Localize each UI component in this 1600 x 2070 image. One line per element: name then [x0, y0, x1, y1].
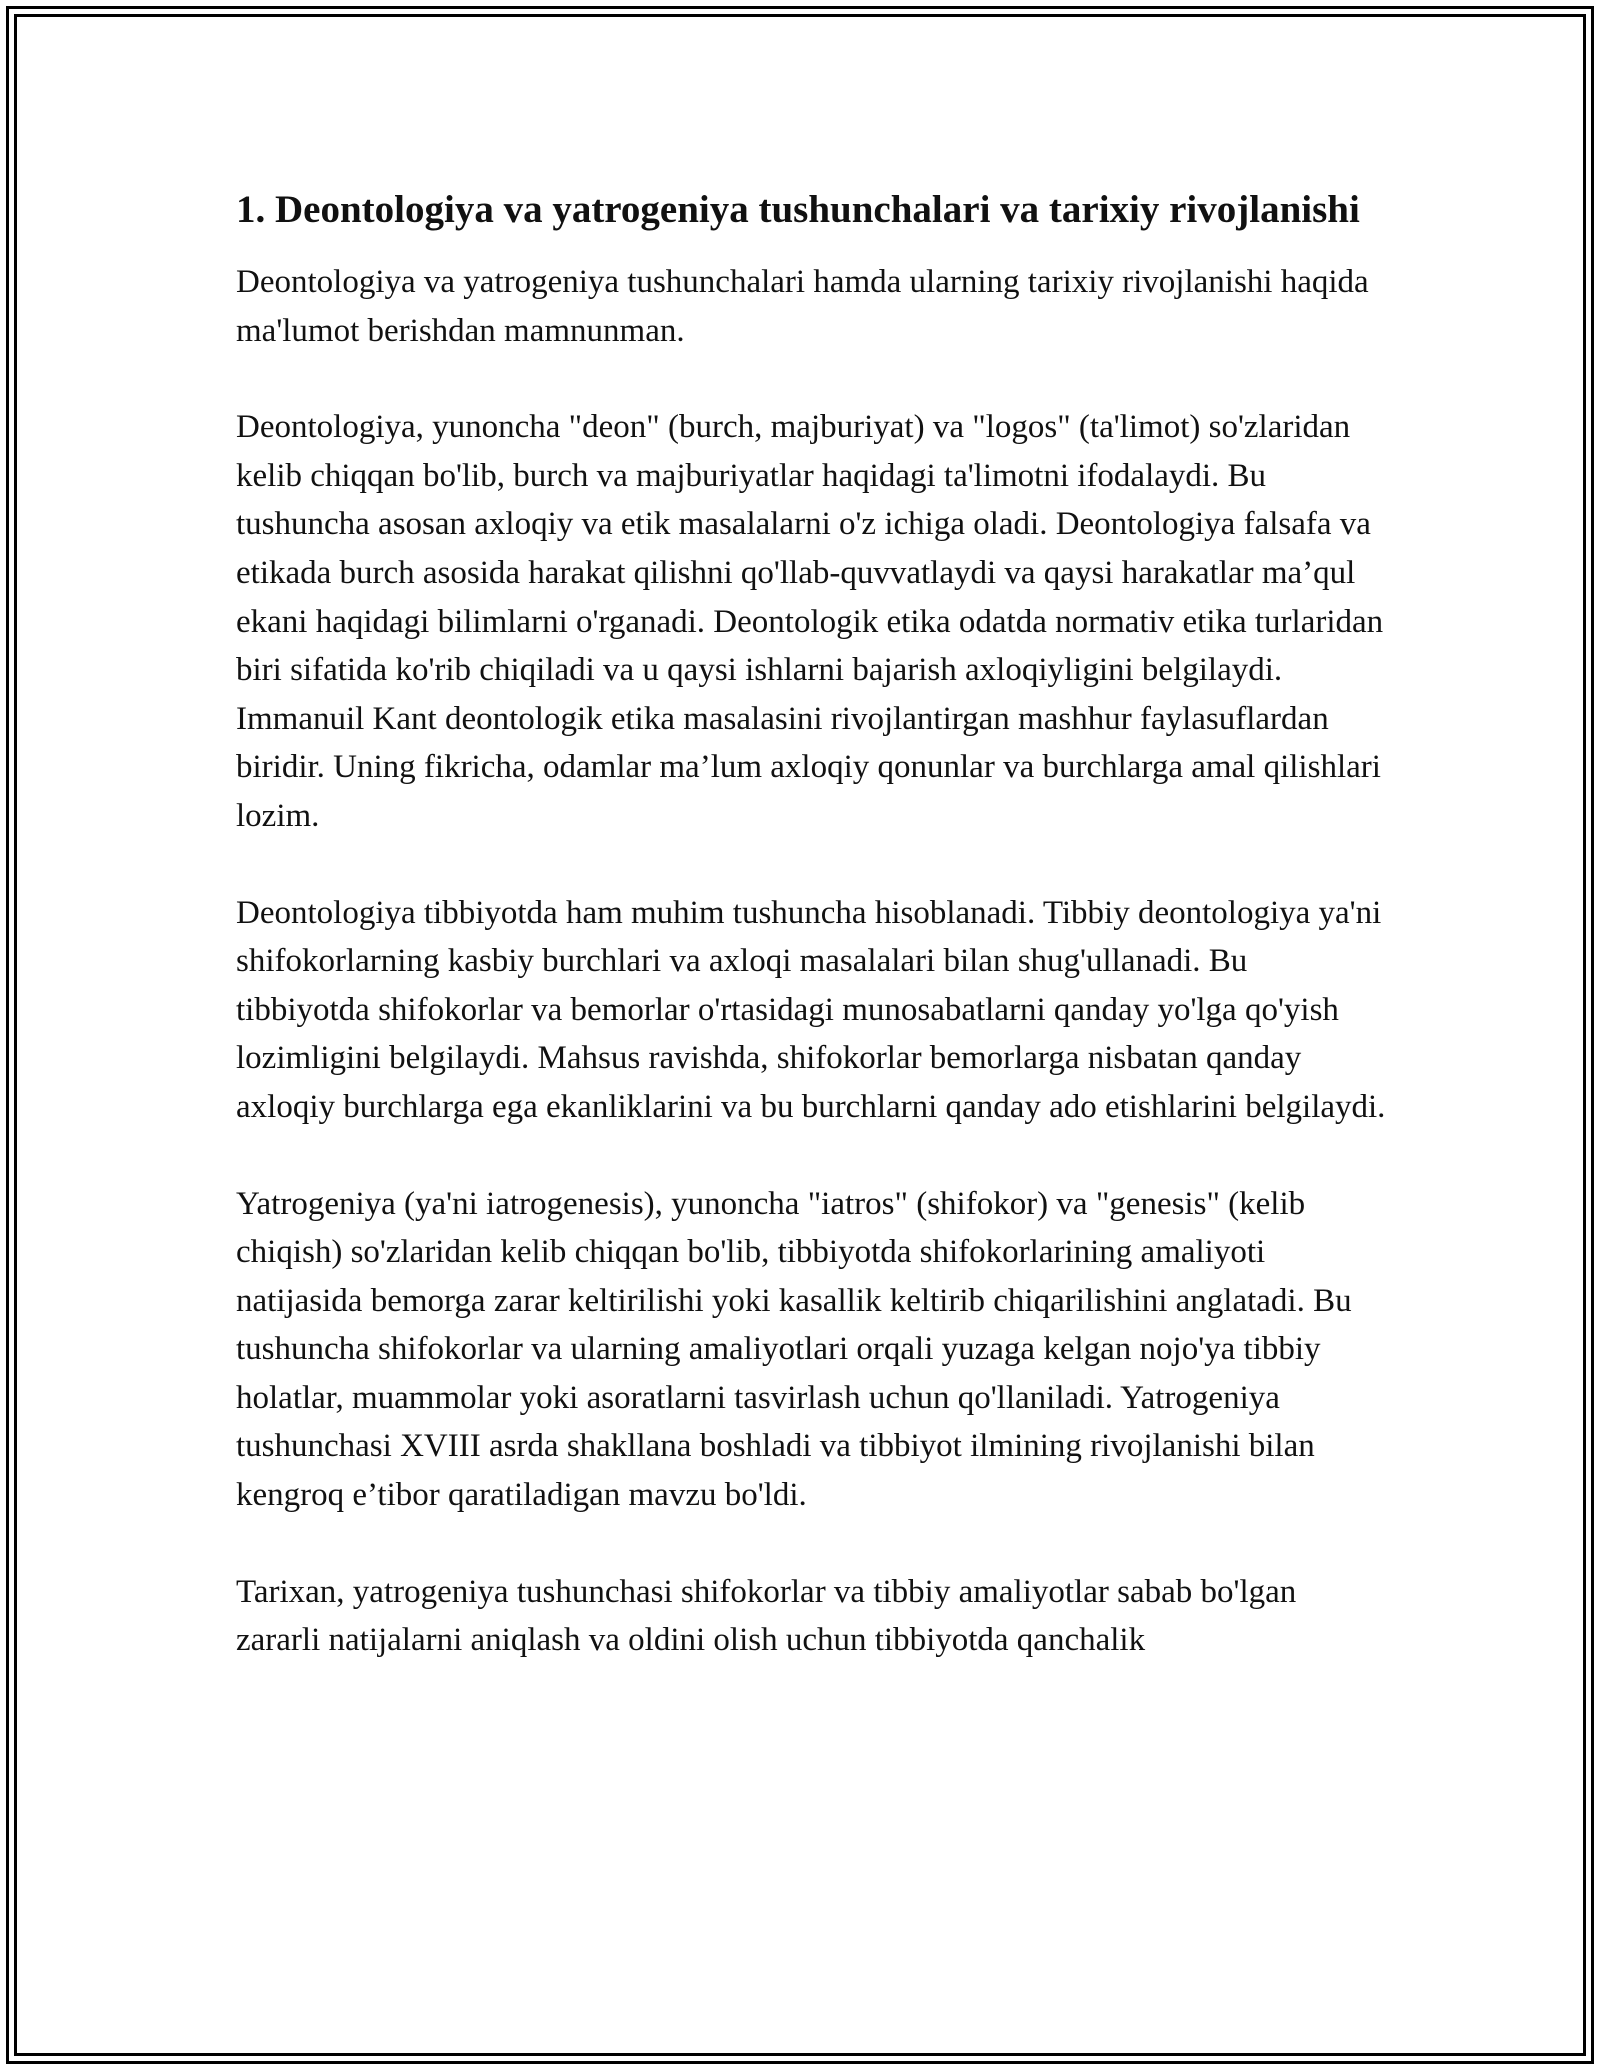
document-title: 1. Deontologiya va yatrogeniya tushunchalari va tarixiy rivojlanishi	[236, 188, 1360, 231]
paragraph-iatrogenesis-history: Tarixan, yatrogeniya tushunchasi shifokorlar va tibbiy amaliyotlar sabab bo'lgan zararli natijalarni aniqlash va oldini olish uchun tibbiyotda qanchalik	[236, 1573, 1297, 1659]
paragraph-iatrogenesis-definition: Yatrogeniya (ya'ni iatrogenesis), yunoncha "iatros" (shifokor) va "genesis" (kelib chiqish) so'zlaridan kelib chiqqan bo'lib, tibbiyotda shifokorlarining amaliyoti natijasida bemorga zarar keltirilishi yoki kasallik keltirib chiqarilishini anglatadi. Bu tushuncha shifokorlar va ularning amaliyotlari orqali yuzaga kelgan nojo'ya tibbiy holatlar, muammolar yoki asoratlarni tasvirlash uchun qo'llaniladi. Yatrogeniya tushunchasi XVIII asrda shakllana boshladi va tibbiyot ilmining rivojlanishi bilan kengroq e’tibor qaratiladigan mavzu bo'ldi.	[236, 1185, 1352, 1514]
paragraph-intro: Deontologiya va yatrogeniya tushunchalari hamda ularning tarixiy rivojlanishi haqida ma'lumot berishdan mamnunman.	[236, 264, 1369, 349]
document-body	[236, 182, 1386, 1665]
paragraph-medical-deontology: Deontologiya tibbiyotda ham muhim tushuncha hisoblanadi. Tibbiy deontologiya ya'ni shifokorlarning kasbiy burchlari va axloqi masalalari bilan shug'ullanadi. Bu tibbiyotda shifokorlar va bemorlar o'rtasidagi munosabatlarni qanday yo'lga qo'yish lozimligini belgilaydi. Mahsus ravishda, shifokorlar bemorlarga nisbatan qanday axloqiy burchlarga ega ekanliklarini va bu burchlarni qanday ado etishlarini belgilaydi.	[236, 894, 1386, 1125]
paragraph-deontology-definition: Deontologiya, yunoncha "deon" (burch, majburiyat) va "logos" (ta'limot) so'zlaridan kelib chiqqan bo'lib, burch va majburiyatlar haqidagi ta'limotni ifodalaydi. Bu tushuncha asosan axloqiy va etik masalalarni o'z ichiga oladi. Deontologiya falsafa va etikada burch asosida harakat qilishni qo'llab-quvvatlaydi va qaysi harakatlar ma’qul ekani haqidagi bilimlarni o'rganadi. Deontologik etika odatda normativ etika turlaridan biri sifatida ko'rib chiqiladi va u qaysi ishlarni bajarish axloqiyligini belgilaydi. Immanuil Kant deontologik etika masalasini rivojlantirgan mashhur faylasuflardan biridir. Uning fikricha, odamlar ma’lum axloqiy qonunlar va burchlarga amal qilishlari lozim.	[236, 409, 1384, 834]
